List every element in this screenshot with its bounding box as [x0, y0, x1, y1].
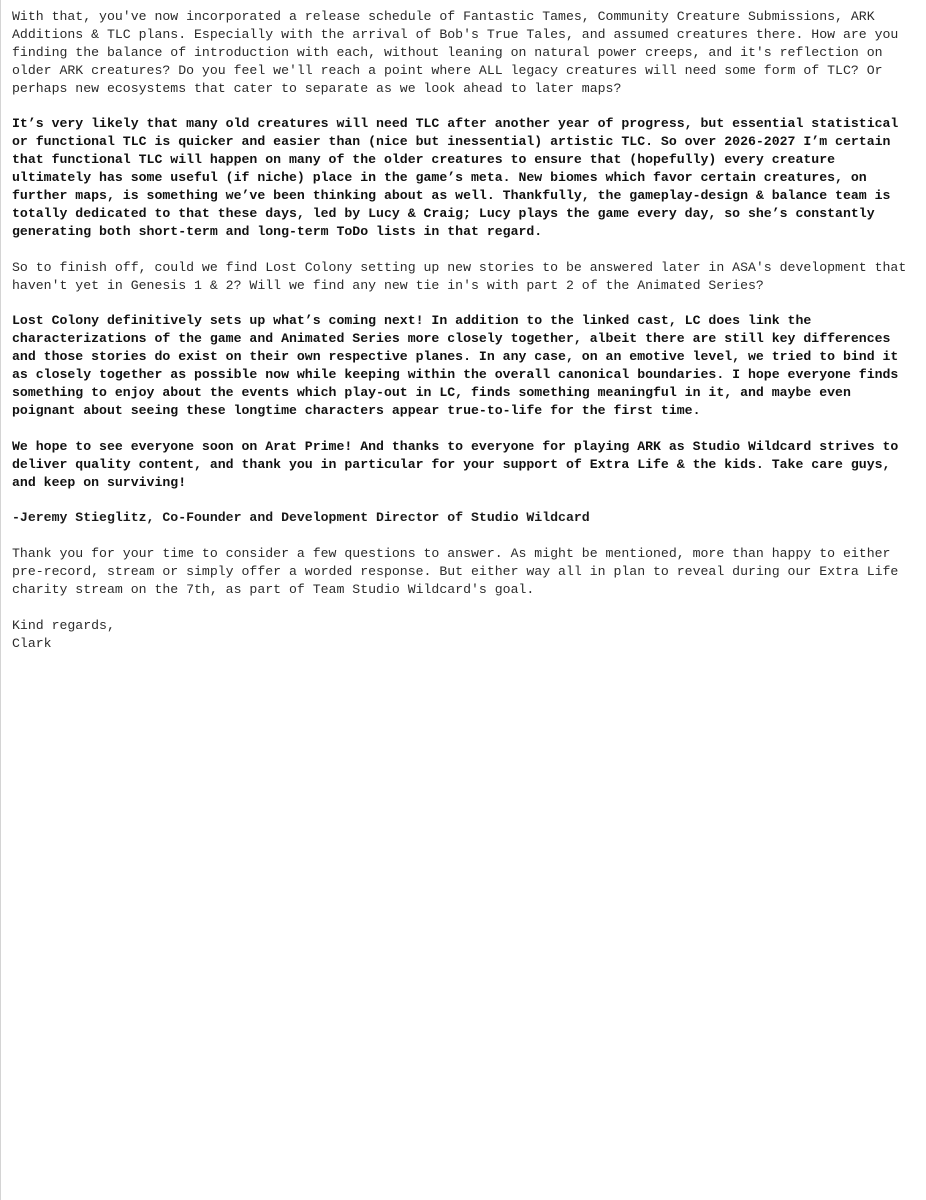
email-body [12, 8, 918, 653]
question-paragraph-balance: With that, you've now incorporated a release schedule of Fantastic Tames, Community Creature Submissions, ARK Additions & TLC plans. Especially with the arrival of Bob's True Tales, and assumed creatures there. How are you finding the balance of introduction with each, without leaning on natural power creeps, and it's reflection on older ARK creatures? Do you feel we'll reach a point where ALL legacy creatures will need some form of TLC? Or perhaps new ecosystems that cater to separate as we look ahead to later maps? [12, 9, 907, 96]
closing-signoff: Kind regards, Clark [12, 617, 115, 651]
answer-paragraph-tlc: It’s very likely that many old creatures will need TLC after another year of progress, but essential statistical or functional TLC is quicker and easier than (nice but inessential) artistic TLC. So over 2026-2027 I’m certain that functional TLC will happen on many of the older creatures to ensure that (hopefully) every creature ultimately has some useful (if niche) place in the game’s meta. New biomes which favor certain creatures, on further maps, is something we’ve been thinking about as well. Thankfully, the gameplay-design & balance team is totally dedicated to that these days, led by Lucy & Craig; Lucy plays the game every day, so she’s constantly generating both short-term and long-term ToDo lists in that regard. [12, 116, 907, 239]
question-paragraph-lost-colony: So to finish off, could we find Lost Colony setting up new stories to be answered later in ASA's development that haven't yet in Genesis 1 & 2? Will we find any new tie in's with part 2 of the Animated Series? [12, 259, 915, 293]
answer-paragraph-lost-colony: Lost Colony definitively sets up what’s coming next! In addition to the linked cast, LC does link the characterizations of the game and Animated Series more closely together, albeit there are still key differences and those stories do exist on their own respective planes. In any case, on an emotive level, we tried to bind it as closely together as possible now while keeping within the overall canonical boundaries. I hope everyone finds something to enjoy about the events which play-out in LC, finds something meaningful in it, and maybe even poignant about seeing these longtime characters appear true-to-life for the first time. [12, 313, 907, 418]
signature-line: -Jeremy Stieglitz, Co-Founder and Development Director of Studio Wildcard [12, 510, 590, 526]
answer-paragraph-farewell: We hope to see everyone soon on Arat Prime! And thanks to everyone for playing ARK as Studio Wildcard strives to deliver quality content, and thank you in particular for your support of Extra Life & the kids. Take care guys, and keep on surviving! [12, 438, 907, 490]
thank-you-paragraph: Thank you for your time to consider a few questions to answer. As might be mentioned, more than happy to either pre-record, stream or simply offer a worded response. But either way all in plan to reveal during our Extra Life charity stream on the 7th, as part of Team Studio Wildcard's goal. [12, 546, 907, 597]
page-left-border [0, 0, 1, 1200]
